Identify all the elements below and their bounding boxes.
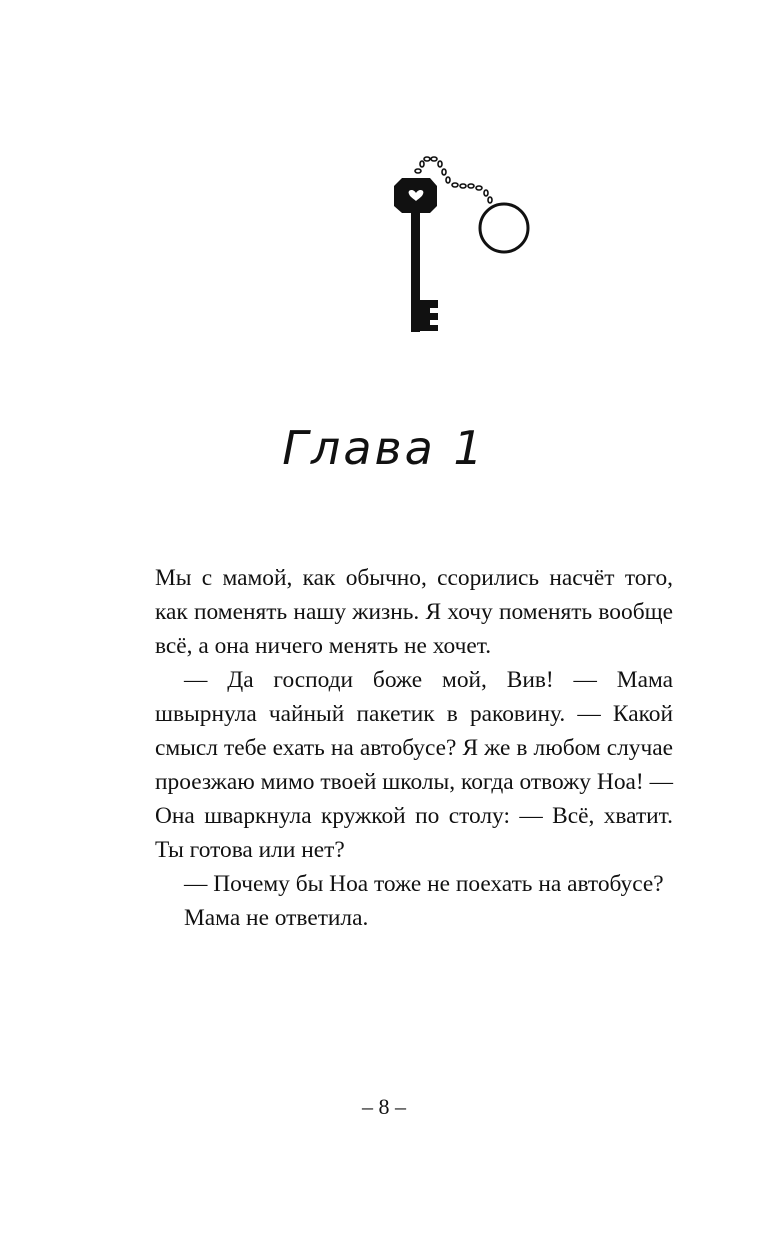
- chapter-body: [155, 561, 673, 935]
- paragraph: — Почему бы Ноа тоже не поехать на автобусе?: [184, 871, 664, 897]
- key-bit-icon: [420, 300, 438, 331]
- page-number: – 8 –: [362, 1094, 406, 1119]
- chapter-title: Глава 1: [282, 421, 486, 475]
- key-with-chain-icon: [380, 150, 540, 340]
- key-ring-icon: [480, 204, 528, 252]
- paragraph: Мама не ответила.: [184, 905, 369, 931]
- paragraph: — Да господи боже мой, Вив! — Мама швырнула чайный пакетик в раковину. — Какой смысл тебе ехать на автобусе? Я же в любом случае проезжаю мимо твоей школы, когда отвожу Ноа! — Она шваркнула кружкой по столу: — Всё, хватит. Ты готова или нет?: [155, 667, 673, 863]
- paragraph: Мы с мамой, как обычно, ссорились насчёт того, как поменять нашу жизнь. Я хочу поменять вообще всё, а она ничего менять не хочет.: [155, 565, 673, 659]
